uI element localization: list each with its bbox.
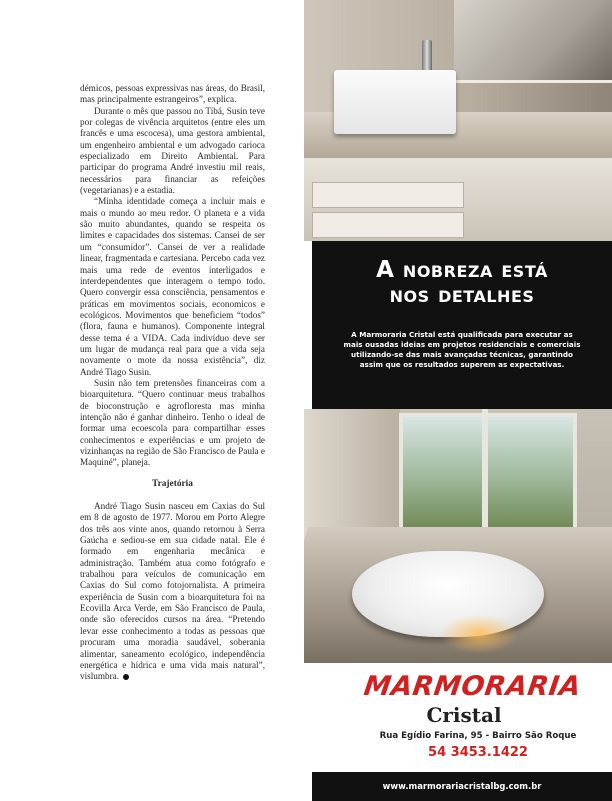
sink-basin bbox=[334, 70, 456, 134]
brand-phone: 54 3453.1422 bbox=[428, 745, 528, 760]
faucet-icon bbox=[422, 40, 432, 74]
bathtub-photo bbox=[304, 409, 612, 663]
window bbox=[399, 413, 577, 533]
brand-address: Rua Egídio Farina, 95 - Bairro São Roque bbox=[379, 731, 577, 741]
ad-headline-line: A nobreza está bbox=[376, 257, 548, 283]
brand-logo bbox=[361, 671, 584, 727]
brand-name: MARMORARIA bbox=[361, 671, 584, 702]
ad-headline-box bbox=[312, 241, 612, 409]
article-paragraph-text: André Tiago Susin nasceu em Caxias do Sul em 8 de agosto de 1977. Morou em Porto Alegre dos três aos vinte anos, quando retornou à Serra Gaúcha e sediou-se em sua cidade natal. Ele é formado em engenharia mecânica e administração. Também atua como fotógrafo e trabalhou para veículos de comunicação em Caxias do Sul como fotojornalista. A primeira experiência de Susin com a bioarquitetura foi na Ecovilla Arca Verde, em São Francisco de Paula, onde são oferecidos cursos na área. “Pretendo levar esse conhecimento a todas as pessoas que procuram uma moradia saudável, soberania alimentar, saneamento ecológico, independência energética e hídrica e uma vida mais natural”, vislumbra. bbox=[80, 501, 265, 682]
article-paragraph: Susin não tem pretensões financeiras com a bioarquitetura. “Quero continuar meus trabalhos de bioconstrução e agrofloresta mas minha intenção não é ganhar dinheiro. Tenho o ideal de formar uma ecoescola para compartilhar esses conhecimentos e experiências e um projeto de vizinhanças na região de São Francisco de Paula e Maquiné”, planeja. bbox=[80, 377, 265, 468]
advertisement bbox=[304, 0, 612, 801]
ad-headline bbox=[312, 258, 612, 308]
ad-headline-line: nos detalhes bbox=[389, 282, 535, 308]
ad-body-text: A Marmoraria Cristal está qualificada para executar as mais ousadas ideias em projetos residenciais e comerciais utilizando-se das mais avançadas técnicas, garantindo assim que os resultados superem as expectativas. bbox=[343, 330, 581, 369]
article-subheading: Trajetória bbox=[152, 478, 193, 489]
end-of-article-icon bbox=[123, 674, 129, 680]
brand-subname: Cristal bbox=[426, 703, 502, 727]
article-paragraph: démicos, pessoas expressivas nas áreas, do Brasil, mas principalmente estrangeiros”, explica. bbox=[80, 83, 265, 105]
article-column bbox=[80, 83, 265, 683]
website-link[interactable]: www.marmorariacristalbg.com.br bbox=[382, 781, 542, 791]
bathroom-sink-photo bbox=[304, 0, 612, 241]
article-paragraph bbox=[80, 501, 265, 683]
ad-footer bbox=[312, 772, 612, 801]
article-paragraph: “Minha identidade começa a incluir mais e mais o mundo ao meu redor. O planeta e a vida são muito abundantes, quando se respeita os limites e capacidades dos sistemas. Cansei de ser um “consumidor”. Cansei de ver a realidade linear, fragmentada e cartesiana. Percebo cada vez mais uma rede de eventos interligados e interdependentes que interagem o tempo todo. Quero convergir essa consciência, pensamentos e práticas em movimentos sociais, economicos e ecológicos. Movimentos que beneficiem “todos” (flora, fauna e humanos). Componente integral desse tema é a VIDA. Cada indivíduo deve ser um lugar de mudança real para que a vida seja novamente o mote da nossa existência”, diz André Tiago Susin. bbox=[80, 196, 265, 377]
article-paragraph: Durante o mês que passou no Tibá, Susin teve por colegas de vivência arquitetos (entre eles um francês e uma escocesa), uma gestora ambiental, um engenheiro ambiental e um advogado carioca especializado em Direito Ambiental. Para participar do programa André investiu mil reais, necessários para financiar as refeições (vegetarianas) e a estadia. bbox=[80, 105, 265, 196]
